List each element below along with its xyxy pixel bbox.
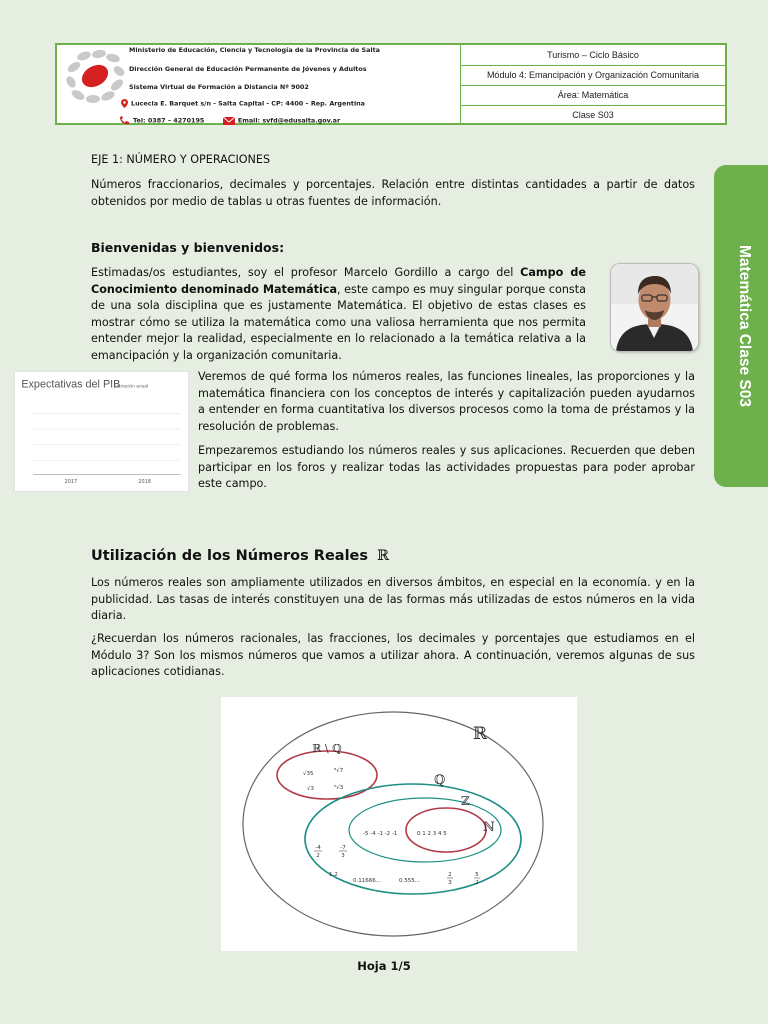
real-numbers-set bbox=[243, 712, 543, 936]
phone-icon bbox=[119, 116, 130, 125]
fraction-numerator: 5 bbox=[475, 872, 479, 878]
address-line bbox=[121, 99, 365, 108]
axis-description: Números fraccionarios, decimales y porcentajes. Relación entre distintas cantidades a partir de datos obtenidos por medio de tablas u otras fuentes de información. bbox=[91, 178, 695, 208]
irrational-item: √3 bbox=[307, 786, 315, 792]
decimal-number: 0.11666... bbox=[353, 878, 381, 884]
pib-expectations-chart bbox=[14, 371, 189, 492]
ministry-logo bbox=[65, 49, 125, 103]
set-label-Q: ℚ bbox=[434, 773, 446, 788]
set-label-irrational: ℝ \ ℚ bbox=[312, 742, 342, 755]
location-pin-icon bbox=[121, 99, 128, 108]
welcome-text-a: Estimadas/os estudiantes, soy el profesor Marcelo Gordillo a cargo del bbox=[91, 266, 521, 279]
fraction-denominator: 2 bbox=[316, 853, 320, 859]
welcome-paragraph bbox=[91, 265, 586, 364]
welcome-text-c: , este campo es muy singular porque consta de una sola disciplina que es justamente Matemática. El objetivo de estas clases es mostrar cómo se utiliza la matemática como una valiosa herramienta que nos permita entender mejor la realidad, especialmente en lo relacionado a la temática relativa a la emancipación y la organización comunitaria. bbox=[91, 282, 586, 362]
irrational-numbers-set bbox=[277, 751, 377, 799]
email-icon bbox=[223, 117, 235, 125]
axis-title: EJE 1: NÚMERO Y OPERACIONES bbox=[91, 153, 271, 166]
email-text[interactable]: Email: svfd@edusalta.gov.ar bbox=[237, 116, 341, 125]
address-text: Lucecia E. Barquet s/n - Salta Capital - CP: 4400 – Rep. Argentina bbox=[131, 99, 365, 108]
welcome-heading: Bienvenidas y bienvenidos: bbox=[91, 240, 285, 255]
side-tab bbox=[714, 165, 768, 487]
fraction-denominator: 3 bbox=[341, 853, 345, 859]
course-name: Turismo – Ciclo Básico bbox=[461, 45, 725, 66]
pib-year-2018: 2018 bbox=[138, 479, 151, 486]
irrational-item: ⁵√3 bbox=[334, 785, 344, 791]
set-label-N: ℕ bbox=[483, 820, 495, 835]
fraction-denominator: 3 bbox=[448, 880, 452, 886]
decimal-number: 1.2 bbox=[329, 872, 338, 878]
pib-chart-title: Expectativas del PIB bbox=[21, 378, 121, 391]
reales-heading-text: Utilización de los Números Reales bbox=[91, 548, 369, 564]
set-label-Z: ℤ bbox=[461, 794, 470, 808]
decimal-number: 0.555... bbox=[399, 878, 420, 884]
fraction-numerator: 2 bbox=[448, 872, 452, 878]
reales-paragraph-2: ¿Recuerdan los números racionales, las fracciones, los decimales y porcentajes que estudiamos en el Módulo 3? Son los mismos números que vamos a utilizar ahora. A continuación, veremos algunas de sus aplicaciones cotidianas. bbox=[91, 632, 695, 678]
document-header bbox=[55, 43, 727, 125]
module-name: Módulo 4: Emancipación y Organización Comunitaria bbox=[461, 65, 725, 86]
subject-area: Área: Matemática bbox=[461, 85, 725, 106]
fraction-numerator: -7 bbox=[340, 845, 346, 851]
fraction-denominator: 2 bbox=[475, 880, 479, 886]
reales-heading bbox=[91, 548, 389, 564]
integers-set bbox=[349, 798, 501, 862]
teacher-portrait bbox=[611, 264, 698, 351]
class-code: Clase S03 bbox=[572, 110, 614, 120]
contact-line bbox=[119, 116, 340, 125]
natural-numbers: 0 1 2 3 4 5 bbox=[417, 831, 447, 837]
negative-integers: -5 -4 -1 -2 -1 bbox=[363, 831, 398, 837]
number-sets-diagram bbox=[221, 697, 577, 951]
system-name: Sistema Virtual de Formación a Distancia Nº 9002 bbox=[129, 83, 309, 91]
side-tab-label: Matemática Clase S03 bbox=[736, 245, 753, 407]
naturals-set bbox=[406, 808, 486, 852]
intro-paragraph: Veremos de qué forma los números reales, las funciones lineales, las proporciones y la matemática financiera con los conceptos de interés y capitalización pueden ayudarnos a entender en forma cuantitativa los diversos procesos como la toma de préstamos y la resolución de problemas. bbox=[198, 370, 695, 433]
set-label-R: ℝ bbox=[473, 724, 488, 744]
directorate-name: Dirección General de Educación Permanente de Jóvenes y Adultos bbox=[129, 65, 367, 73]
phone-text[interactable]: Tel: 0387 – 4270195 bbox=[133, 116, 205, 125]
irrational-item: ⁸√7 bbox=[334, 768, 344, 774]
ministry-name: Ministerio de Educación, Ciencia y Tecnología de la Provincia de Salta bbox=[129, 46, 380, 54]
start-paragraph: Empezaremos estudiando los números reales y sus aplicaciones. Recuerden que deben participar en los foros y realizar todas las actividades propuestas para poder aprobar este campo. bbox=[198, 444, 695, 490]
fraction-numerator: -4 bbox=[315, 845, 321, 851]
pib-year-2017: 2017 bbox=[64, 479, 78, 486]
reales-paragraph-1: Los números reales son ampliamente utilizados en diversos ámbitos, en especial en la economía. y en la publicidad. Las tasas de interés constituyen una de las formas más utilizadas de estos números en la vida diaria. bbox=[91, 576, 695, 622]
pib-chart-subtitle: Variación anual bbox=[114, 384, 149, 390]
irrational-item: √35 bbox=[303, 771, 314, 777]
real-numbers-symbol: ℝ bbox=[377, 548, 390, 564]
welcome-field-name: Campo de Conocimiento denominado Matemática bbox=[91, 266, 586, 296]
page-number: Hoja 1/5 bbox=[357, 959, 411, 973]
